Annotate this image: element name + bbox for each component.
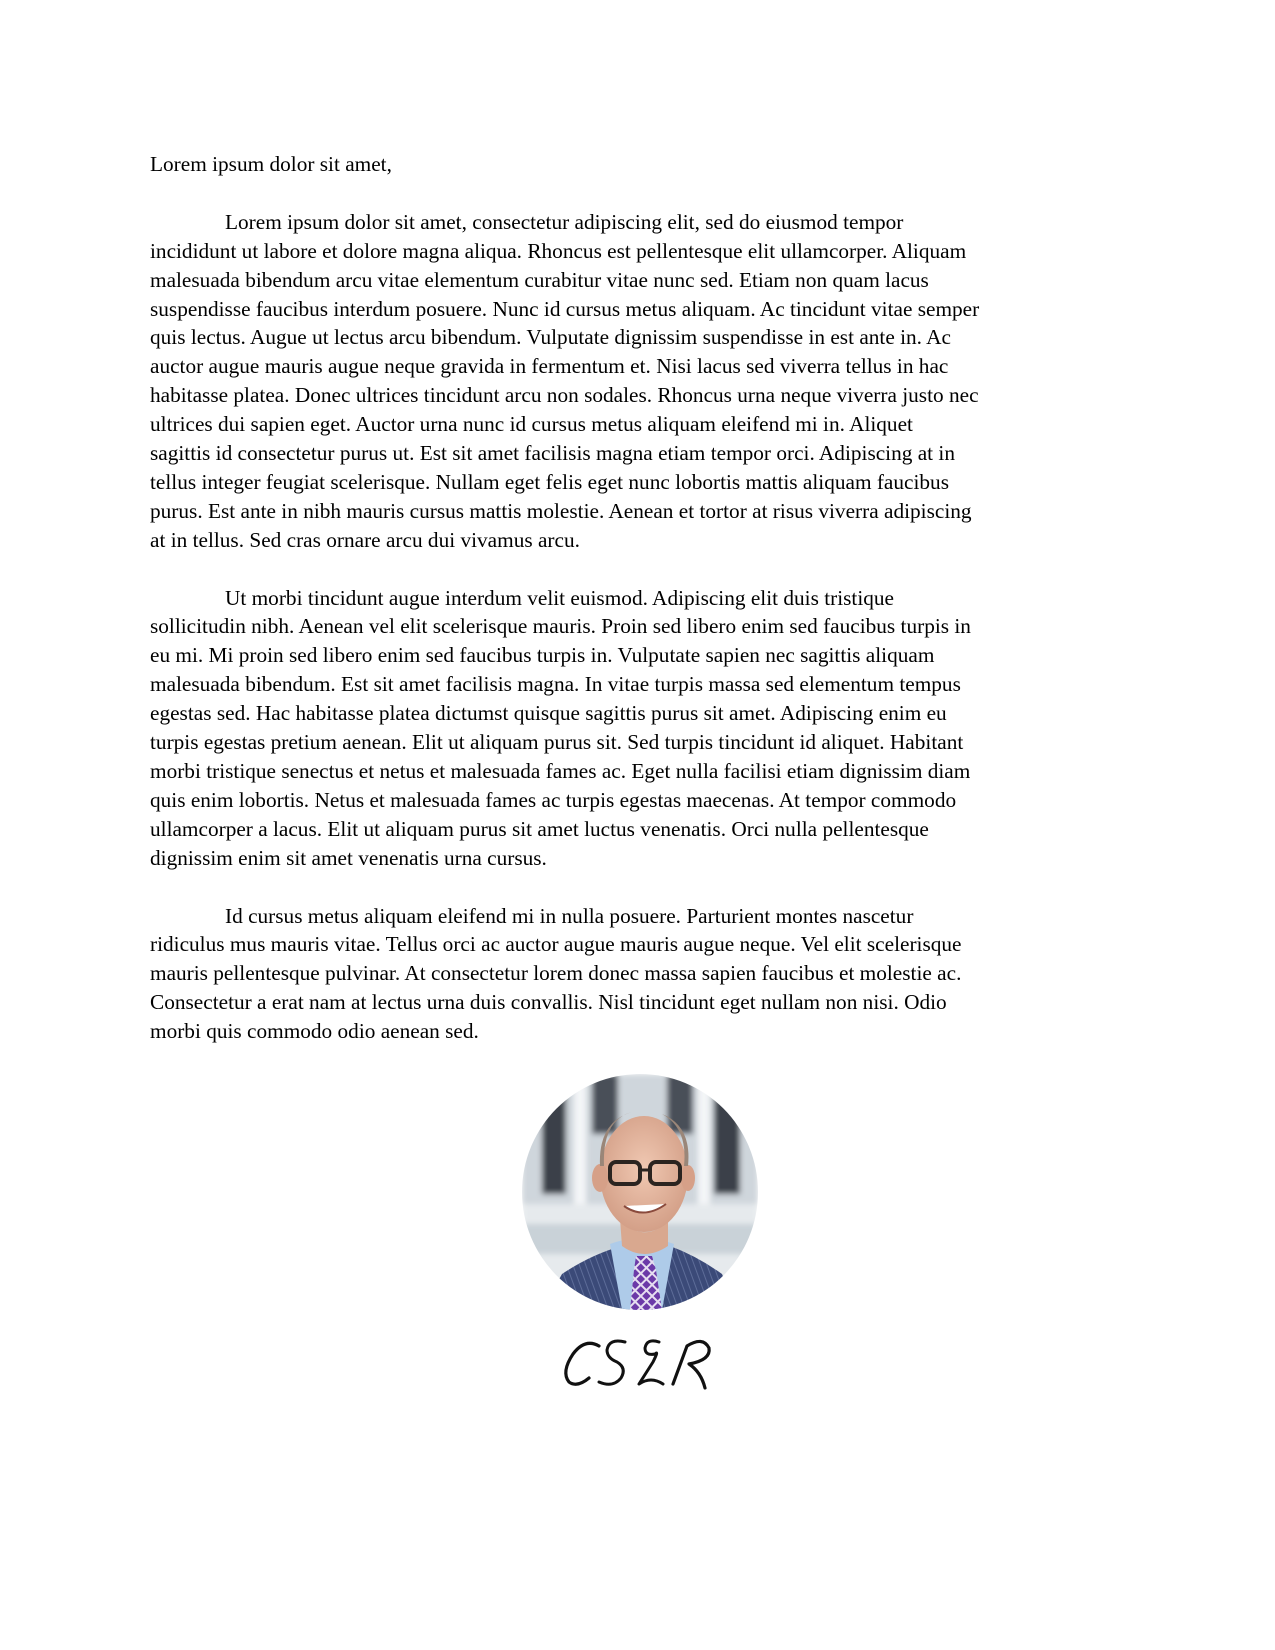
paragraph-line: tellus integer feugiat scelerisque. Nullam eget felis eget nunc lobortis mattis aliquam faucibus [150, 469, 949, 494]
person-portrait-icon [522, 1074, 758, 1310]
paragraph-line: suspendisse faucibus interdum posuere. Nunc id cursus metus aliquam. Ac tincidunt vitae semper [150, 296, 980, 321]
paragraph-line: Consectetur a erat nam at lectus urna duis convallis. Nisl tincidunt eget nullam non nisi. Odio [150, 990, 947, 1015]
paragraph-line: sollicitudin nibh. Aenean vel elit scelerisque mauris. Proin sed libero enim sed faucibus turpis in [150, 614, 971, 639]
paragraph-line: Lorem ipsum dolor sit amet, consectetur adipiscing elit, sed do eiusmod tempor [225, 209, 904, 234]
paragraph-line: malesuada bibendum arcu vitae elementum curabitur vitae nunc sed. Etiam non quam lacus [150, 267, 929, 292]
paragraph-line: egestas sed. Hac habitasse platea dictumst quisque sagittis purus sit amet. Adipiscing enim eu [150, 701, 947, 726]
salutation: Lorem ipsum dolor sit amet, [150, 152, 392, 176]
paragraph-line: auctor augue mauris augue neque gravida in fermentum et. Nisi lacus sed viverra tellus in hac [150, 354, 949, 379]
paragraph-line: morbi tristique senectus et netus et malesuada fames ac. Eget nulla facilisi etiam dignissim diam [150, 759, 971, 783]
paragraph-line: malesuada bibendum. Est sit amet facilisis magna. In vitae turpis massa sed elementum tempus [150, 672, 961, 697]
paragraph-3 [150, 902, 1140, 1047]
paragraph-line: turpis egestas pretium aenean. Elit ut aliquam purus sit. Sed turpis tincidunt id aliquet. Habitant [150, 730, 964, 755]
paragraph-line: quis enim lobortis. Netus et malesuada fames ac turpis egestas maecenas. At tempor commodo [150, 787, 957, 812]
paragraph-line: Id cursus metus aliquam eleifend mi in nulla posuere. Parturient montes nascetur [225, 903, 914, 928]
paragraph-line: ultrices dui sapien eget. Auctor urna nunc id cursus metus aliquam eleifend mi in. Aliquet [150, 412, 913, 437]
paragraph-2 [150, 584, 1140, 873]
paragraph-line: ullamcorper a lacus. Elit ut aliquam purus sit amet luctus venenatis. Orci nulla pellentesque [150, 816, 929, 841]
paragraph-line: sagittis id consectetur purus ut. Est sit amet facilisis magna etiam tempor orci. Adipiscing at in [150, 441, 955, 466]
paragraph-line: habitasse platea. Donec ultrices tincidunt arcu non sodales. Rhoncus urna neque viverra justo nec [150, 383, 979, 408]
paragraph-line: at in tellus. Sed cras ornare arcu dui vivamus arcu. [150, 527, 580, 552]
handwritten-signature-icon [555, 1328, 725, 1398]
portrait-photo [522, 1074, 758, 1310]
paragraph-1 [150, 208, 1140, 555]
paragraph-line: mauris pellentesque pulvinar. At consectetur lorem donec massa sapien faucibus et molestie ac. [150, 961, 962, 986]
paragraph-line: eu mi. Mi proin sed libero enim sed faucibus turpis in. Vulputate sapien nec sagittis aliquam [150, 643, 935, 668]
paragraph-line: purus. Est ante in nibh mauris cursus mattis molestie. Aenean et tortor at risus viverra adipiscing [150, 498, 972, 523]
paragraph-line: ridiculus mus mauris vitae. Tellus orci ac auctor augue mauris augue neque. Vel elit scelerisque [150, 932, 962, 957]
letter-body [150, 150, 1140, 1075]
paragraph-line: quis lectus. Augue ut lectus arcu bibendum. Vulputate dignissim suspendisse in est ante in. Ac [150, 325, 951, 350]
paragraph-line: incididunt ut labore et dolore magna aliqua. Rhoncus est pellentesque elit ullamcorper. Aliquam [150, 238, 967, 263]
signature [555, 1328, 725, 1398]
paragraph-line: dignissim enim sit amet venenatis urna cursus. [150, 845, 547, 870]
paragraph-line: morbi quis commodo odio aenean sed. [150, 1019, 479, 1044]
paragraph-line: Ut morbi tincidunt augue interdum velit euismod. Adipiscing elit duis tristique [225, 585, 895, 610]
